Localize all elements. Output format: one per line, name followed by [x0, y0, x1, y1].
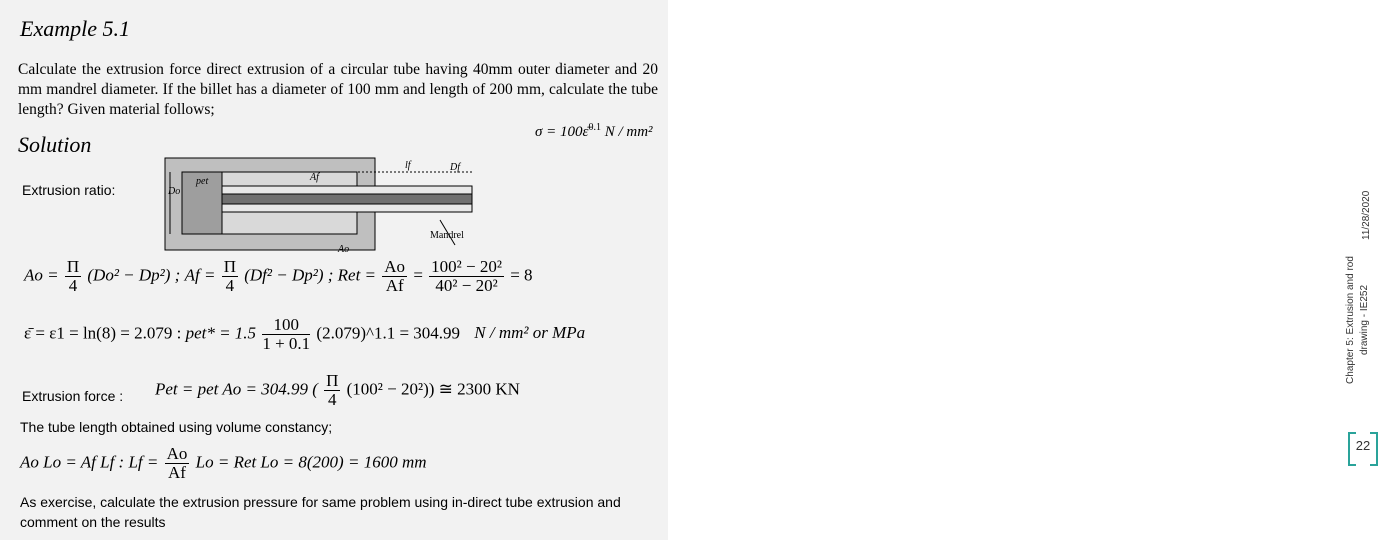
extrusion-diagram	[160, 150, 480, 255]
a-f-label: Af	[310, 172, 319, 183]
slide-content	[0, 0, 668, 540]
d-f-label: Df	[450, 162, 460, 173]
date-label: 11/28/2020	[1361, 190, 1372, 240]
d-o-label: Do	[168, 186, 181, 197]
stress-equation: σ = 100ε̄$^{0.1}$ N / mm²	[535, 122, 653, 140]
page-number-box	[1348, 432, 1378, 462]
mandrel-label: Mandrel	[430, 230, 464, 241]
page-number: 22	[1355, 438, 1371, 453]
p-et-label: pet	[196, 176, 209, 187]
force-equation: Pet = pet Ao = 304.99 ( $\frac{\Pi}{4}$ (100² − 20²)) ≅ 2300 KN	[155, 371, 520, 409]
area-equation: Ao = $\frac{\Pi}{4}$ (Do² − Dp²) ; Af = $\frac{\Pi}{4}$ (Df² − Dp²) ; Ret = $\frac{Ao}{Af}$ = $\frac{\text{100² − 20²}}{\text{40² − 20²}}$ = 8	[24, 257, 533, 295]
tube-length-label: The tube length obtained using volume constancy;	[20, 419, 333, 435]
slide-title: Example 5.1	[20, 16, 130, 41]
solution-heading: Solution	[18, 132, 92, 157]
chapter-label: Chapter 5: Extrusion and rod drawing - IE252	[1345, 256, 1370, 384]
exercise-text: As exercise, calculate the extrusion pressure for same problem using in-direct tube extrusion and comment on the results	[20, 494, 621, 530]
strain-equation: ε̄ = ε1 = ln(8) = 2.079 : pet* = 1.5 $\frac{100}{1 + 0.1}$ (2.079)^1.1 = 304.99 N / mm² or MPa	[24, 315, 586, 353]
force-label: Extrusion force :	[22, 388, 124, 404]
tube-length-equation: Ao Lo = Af Lf : Lf = $\frac{Ao}{Af}$ Lo = Ret Lo = 8(200) = 1600 mm	[20, 444, 427, 482]
l-f-label: lf	[405, 160, 411, 171]
problem-statement: Calculate the extrusion force direct extrusion of a circular tube having 40mm outer diameter and 20 mm mandrel diameter. If the billet has a diameter of 100 mm and length of 200 mm, calculate the tube length? Given material follows;	[18, 61, 658, 118]
sidebar	[668, 0, 1372, 540]
extrusion-ratio-label: Extrusion ratio:	[22, 182, 116, 198]
a-o-label: Ao	[338, 244, 350, 255]
